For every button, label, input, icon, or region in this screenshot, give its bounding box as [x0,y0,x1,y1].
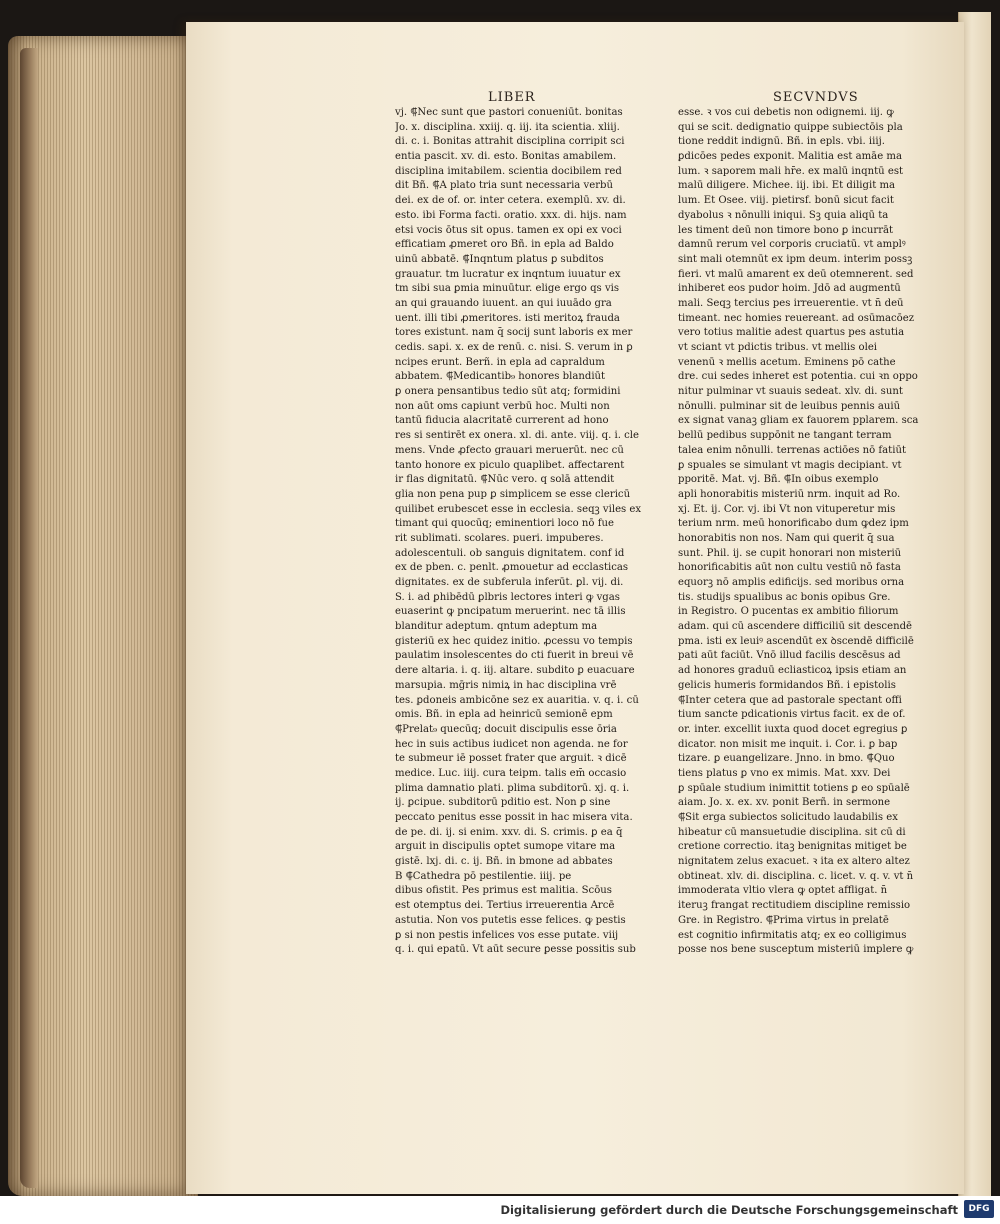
text-line: dicator. non misit me inquit. i. Cor. i. ꝑ bap [678,738,898,750]
text-line: tis. studijs spualibus ac bonis opibus Gre. [678,591,891,603]
text-line: dignitates. ex de subferula inferūt. ꝑl. vij. di. [395,577,624,588]
text-line: or. inter. excellit iuxta quod docet egregius ꝑ [678,723,908,735]
text-line: dre. cui sedes inheret est potentia. cui ꝛn oppo [678,371,918,383]
text-line: q. i. qui epatū. Vt aūt secure ꝑesse possitis sub [395,944,636,956]
text-line: ⸿Sit erga subiectos solicitudo laudabilis ex [678,812,898,823]
text-line: plima damnatio plati. plima subditorū. xj. q. i. [395,782,630,794]
text-line: bellū pedibus suppōnit ne tangant terram [678,430,892,442]
text-line: est otemptus dei. Tertius irreuerentia Arcē [395,900,615,912]
text-line: ij. ꝑcipue. subditorū pditio est. Non ꝑ sine [395,797,611,809]
text-line: posse nos bene susceptum misteriū implere ꝙ [678,944,914,956]
text-line: honorificabitis aūt non cultu vestiū nō fasta [678,562,901,574]
dfg-logo: DFG [964,1200,994,1218]
text-line: nignitatem zelus exacuet. ꝛ ita ex altero altez [678,856,910,868]
text-line: gelicis humeris formidandos Bñ. i epistolis [678,679,896,691]
text-line: ꝑ si non pestis infelices vos esse putate. viij [395,929,619,941]
text-line: uinū abbatē. ⸿Inqntum platus ꝑ subditos [395,253,604,265]
text-line: tizare. ꝑ euangelizare. Jnno. in bmo. ⸿Quo [678,753,895,765]
text-line: est cognitio infirmitatis atq; ex eo colligimus [678,929,907,941]
text-line: tes. ꝑdoneis ambicōne sez ex auaritia. v. q. i. cū [395,694,639,706]
text-line: blanditur adeptum. qntum adeptum ma [395,621,598,633]
text-line: adolescentuli. ob sanguis dignitatem. conf id [395,547,625,559]
text-line: vero totius malitie adest quartus pes astutia [678,327,905,339]
text-line: Gre. in Registro. ⸿Prima virtus in prelatē [678,914,889,926]
text-line: ⸿Prelat₉ quecūq; docuit discipulis esse ōria [395,723,617,735]
text-line: timeant. nec homies reuereant. ad osūmacōez [678,312,915,324]
text-line: gisteriū ex hec quidez initio. ꝓcessu vo tempis [395,635,633,647]
text-line: ꝑdicōes pedes exponit. Malitia est amāe ma [678,151,902,163]
text-line: gistē. lxj. di. c. ij. Bñ. in bmone ad abbates [395,856,613,868]
text-line: tores existunt. nam q̄ socij sunt laboris ex mer [395,327,633,339]
text-line: B ⸿Cathedra pō pestilentie. iiij. pe [395,870,572,882]
text-line: rit sublimati. scolares. pueri. impuberes. [395,532,604,544]
footer-bar [0,1196,1000,1224]
text-line: vt sciant vt pdictis tribus. vt mellis olei [678,342,878,353]
running-header-left: LIBER [488,90,536,105]
text-line: te submeur iē posset frater que arguit. ꝛ dicē [395,753,627,765]
text-line: astutia. Non vos putetis esse felices. ꝙ pestis [395,914,626,926]
text-line: grauatur. tm lucratur ex inqntum iuuatur ex [395,268,621,280]
text-line: in Registro. O pucentas ex ambitio filiorum [678,606,899,618]
text-line: ex de pben. c. penlt. ꝓmouetur ad ecclasticas [395,562,629,574]
text-line: vj. ⸿Nec sunt que pastori conueniūt. bonitas [395,107,623,118]
text-line: disciplina imitabilem. scientia docibilem red [395,165,622,177]
text-line: fieri. vt malū amarent ex deū otemnerent. sed [678,268,914,280]
text-line: apli honorabitis misteriū nrm. inquit ad Ro. [678,488,901,500]
text-line: pma. isti ex leuiꝰ ascendūt ex ꝺscendē difficilē [678,635,914,647]
text-line: hec in suis actibus iudicet non agenda. ne for [395,738,628,750]
text-line: res si sentirēt ex onera. xl. di. ante. viij. q. i. cle [395,430,639,442]
text-line: an qui grauando iuuent. an qui iuuādo gra [395,297,612,309]
text-line: non aūt oms capiunt verbū hoc. Multi non [395,400,610,412]
footer-credit: Digitalisierung gefördert durch die Deutsche Forschungsgemeinschaft [500,1203,958,1217]
text-line: xj. Et. ij. Cor. vj. ibi Vt non vituperetur mis [678,503,896,515]
text-line: entia pascit. xv. di. esto. Bonitas amabilem. [395,151,617,163]
text-line: dere altaria. i. q. iij. altare. subdito ꝑ euacuare [395,665,635,677]
text-line: ꝑ spūale studium inimittit totiens ꝑ eo spūalē [678,782,910,794]
text-line: iteruꝫ frangat rectitudiem discipline remissio [678,900,911,912]
text-column-right [678,106,940,958]
text-line: abbatem. ⸿Medicantib₉ honores blandiūt [395,371,606,383]
text-line: timant qui quocūq; eminentiori loco nō fue [395,518,614,530]
text-line: honorabitis non nos. Nam qui querit q̄ sua [678,532,895,544]
text-line: ꝑ spuales se simulant vt magis decipiant. vt [678,459,902,471]
text-line: nitur pulminar vt suauis sedeat. xlv. di. sunt [678,386,903,398]
text-line: glia non pena pup ꝑ simplicem se esse clericū [395,488,631,500]
text-line: Jo. x. disciplina. xxiij. q. iij. ita scientia. xliij. [395,121,620,133]
text-line: aiam. Jo. x. ex. xv. ponit Berñ. in sermone [678,797,891,809]
text-line: sint mali otemnūt ex ipm deum. interim possꝫ [678,253,913,265]
text-line: obtineat. xlv. di. disciplina. c. licet. v. q. v. vt n̄ [678,870,914,882]
text-line: qui se scit. dedignatio quippe subiectōis pla [678,121,903,133]
text-line: arguit in discipulis optet sumope vitare ma [395,841,616,853]
text-line: immoderata vltio vlera ꝙ optet affligat. n̄ [678,885,888,897]
running-header-right: SECVNDVS [773,90,859,105]
text-column-left [395,106,651,958]
binding-edge [20,48,38,1188]
text-line: pporitē. Mat. vj. Bñ. ⸿In oibus exemplo [678,474,879,486]
text-line: nōnulli. pulminar sit de leuibus pennis auiū [678,400,901,412]
text-line: omis. Bñ. in epla ad heinricū semionē epm [395,709,613,721]
text-line: esto. ibi Forma facti. oratio. xxx. di. hijs. nam [395,209,627,221]
text-line: uent. illi tibi ꝓmeritores. isti meritoꝝ frauda [395,312,620,324]
text-line: tiens platus ꝑ vno ex mimis. Mat. xxv. Dei [678,767,891,779]
text-line: lum. ꝛ saporem mali hr̄e. ex malū inqntū est [678,165,904,177]
text-line: adam. qui cū ascendere difficiliū sit descendē [678,621,912,633]
text-line: marsupia. mḡris nimiꝝ in hac disciplina vrē [395,679,617,691]
text-line: les timent deū non timore bono ꝑ incurrāt [678,224,894,236]
text-line: esse. ꝛ vos cui debetis non odignemi. iij. ꝙ [678,107,894,118]
text-line: lum. Et Osee. viij. pietirsf. bonū sicut facit [678,195,894,207]
text-line: cretione correctio. itaꝫ benignitas mitiget be [678,841,907,853]
text-line: terium nrm. meū honorificabo dum ꝙdez ipm [678,518,909,530]
text-line: inhiberet eos pudor hoim. Jdō ad augmentū [678,283,901,295]
text-line: dei. ex de of. or. inter cetera. exemplū. xv. di. [395,195,626,207]
text-line: equorꝫ nō amplis edificijs. sed moribus orna [678,577,905,588]
text-line: ir flas dignitatū. ⸿Nūc vero. q solā attendit [395,474,615,486]
text-line: cedis. sapi. x. ex de renū. c. nisi. S. verum in ꝑ [395,342,633,353]
text-line: peccato penitus esse possit in hac misera vita. [395,812,633,823]
text-line: tantū fiducia alacritatē currerent ad hono [395,415,609,427]
text-line: dibus ofistit. Pes primus est malitia. Scōus [395,885,612,897]
text-line: venenū ꝛ mellis acetum. Eminens pō cathe [678,356,896,368]
text-line: ex signat vanaꝫ gliam ex fauorem pplarem. sca [678,415,919,427]
text-line: sunt. Phil. ij. se cupit honorari non misteriū [678,547,902,559]
text-line: ad honores graduū ecliasticoꝝ ipsis etiam an [678,665,907,677]
text-line: paulatim insolescentes do cti fuerit in breui vē [395,650,634,662]
text-line: hibeatur cū mansuetudie disciplina. sit cū di [678,826,906,838]
text-line: ⸿Inter cetera que ad pastorale spectant offi [678,694,902,706]
text-line: tanto honore ex piculo quaplibet. affectarent [395,459,625,471]
text-line: ncipes erunt. Berñ. in epla ad capraldum [395,356,605,368]
text-line: efficatiam ꝓmeret oro Bñ. in epla ad Baldo [395,239,614,251]
text-line: euaserint ꝙ pncipatum meruerint. nec tā illis [395,606,626,618]
text-line: dyabolus ꝛ nōnulli iniqui. Sꝫ quia aliqū ta [678,209,889,221]
text-line: quilibet erubescet esse in ecclesia. seqꝫ viles ex [395,503,642,515]
text-line: malū diligere. Michee. iij. ibi. Et diligit ma [678,180,896,192]
text-line: pati aūt faciūt. Vnō illud facilis descēsus ad [678,650,901,662]
text-line: tione reddit indignū. Bñ. in epls. vbi. iiij. [678,136,885,148]
text-line: mens. Vnde ꝓfecto grauari meruerūt. nec cū [395,444,624,456]
text-line: mali. Seqꝫ tercius pes irreuerentie. vt n̄ deū [678,297,904,309]
text-line: etsi vocis ōtus sit opus. tamen ex opi ex voci [395,224,622,236]
text-line: tium sancte pdicationis virtus facit. ex de of. [678,709,906,721]
text-line: ꝑ onera pensantibus tedio sūt atq; formidini [395,386,621,398]
text-line: tm sibi sua ꝑmia minuūtur. elige ergo qs vis [395,283,620,295]
text-line: talea enim nōnulli. terrenas actiōes nō fatiūt [678,444,907,456]
text-line: S. i. ad ꝑhibēdū ꝑlbris lectores interi ꝙ vgas [395,591,620,603]
text-line: di. c. i. Bonitas attrahit disciplina corripit sci [395,136,625,148]
text-line: de pe. di. ij. si enim. xxv. di. S. crimis. ꝑ ea q̄ [395,826,623,838]
text-line: medice. Luc. iiij. cura teipm. talis em̄ occasio [395,767,627,779]
text-line: dit Bñ. ⸿A plato tria sunt necessaria verbū [395,180,613,192]
text-line: damnū rerum vel corporis cruciatū. vt amplꝰ [678,239,906,251]
